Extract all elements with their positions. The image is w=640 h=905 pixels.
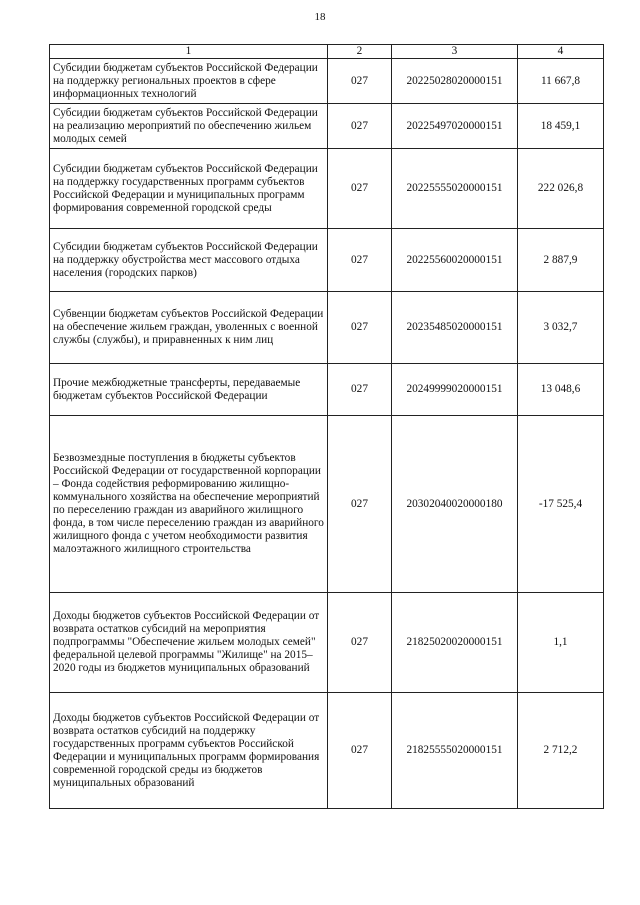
table-row	[50, 292, 604, 364]
column-header-1: 1	[50, 45, 328, 59]
row-description: Субвенции бюджетам субъектов Российской Федерации на обеспечение жильем граждан, уволенных с военной службы (службы), и приравненных к ним лиц	[50, 292, 328, 364]
row-budget-code: 20249999020000151	[392, 364, 518, 416]
row-admin-code: 027	[328, 693, 392, 809]
revenue-table	[49, 44, 604, 809]
table-row	[50, 693, 604, 809]
row-amount: 13 048,6	[518, 364, 604, 416]
row-description: Субсидии бюджетам субъектов Российской Федерации на поддержку региональных проектов в сфере информационных технологий	[50, 59, 328, 104]
row-amount: 1,1	[518, 593, 604, 693]
row-description: Субсидии бюджетам субъектов Российской Федерации на поддержку обустройства мест массового отдыха населения (городских парков)	[50, 229, 328, 292]
table-row	[50, 149, 604, 229]
row-amount: 11 667,8	[518, 59, 604, 104]
table-row	[50, 416, 604, 593]
table-row	[50, 59, 604, 104]
row-description: Субсидии бюджетам субъектов Российской Федерации на реализацию мероприятий по обеспечению жильем молодых семей	[50, 104, 328, 149]
row-budget-code: 21825555020000151	[392, 693, 518, 809]
row-amount: 2 887,9	[518, 229, 604, 292]
column-header-3: 3	[392, 45, 518, 59]
row-budget-code: 20225555020000151	[392, 149, 518, 229]
row-description: Безвозмездные поступления в бюджеты субъектов Российской Федерации от государственной корпорации – Фонда содействия реформированию жилищно-коммунального хозяйства на обеспечение мероприятий по переселению граждан из аварийного жилищного фонда, в том числе переселению граждан из аварийного жилищного фонда с учетом необходимости развития малоэтажного жилищного строительства	[50, 416, 328, 593]
row-amount: -17 525,4	[518, 416, 604, 593]
row-budget-code: 21825020020000151	[392, 593, 518, 693]
row-admin-code: 027	[328, 104, 392, 149]
table-header-row	[50, 45, 604, 59]
row-admin-code: 027	[328, 229, 392, 292]
row-budget-code: 20225497020000151	[392, 104, 518, 149]
row-description: Доходы бюджетов субъектов Российской Федерации от возврата остатков субсидий на поддержку государственных программ субъектов Российской Федерации и муниципальных программ формирования современной городской среды из бюджетов муниципальных образований	[50, 693, 328, 809]
row-amount: 3 032,7	[518, 292, 604, 364]
row-amount: 2 712,2	[518, 693, 604, 809]
row-admin-code: 027	[328, 364, 392, 416]
table-row	[50, 229, 604, 292]
row-description: Субсидии бюджетам субъектов Российской Федерации на поддержку государственных программ субъектов Российской Федерации и муниципальных программ формирования современной городской среды	[50, 149, 328, 229]
row-description: Прочие межбюджетные трансферты, передаваемые бюджетам субъектов Российской Федерации	[50, 364, 328, 416]
column-header-4: 4	[518, 45, 604, 59]
row-amount: 18 459,1	[518, 104, 604, 149]
row-description: Доходы бюджетов субъектов Российской Федерации от возврата остатков субсидий на мероприятия подпрограммы "Обеспечение жильем молодых семей" федеральной целевой программы "Жилище" на 2015–2020 годы из бюджетов муниципальных образований	[50, 593, 328, 693]
column-header-2: 2	[328, 45, 392, 59]
row-budget-code: 20225028020000151	[392, 59, 518, 104]
table-row	[50, 593, 604, 693]
row-budget-code: 20302040020000180	[392, 416, 518, 593]
row-admin-code: 027	[328, 59, 392, 104]
row-admin-code: 027	[328, 292, 392, 364]
row-admin-code: 027	[328, 149, 392, 229]
row-admin-code: 027	[328, 593, 392, 693]
row-budget-code: 20235485020000151	[392, 292, 518, 364]
table-row	[50, 104, 604, 149]
row-admin-code: 027	[328, 416, 392, 593]
row-amount: 222 026,8	[518, 149, 604, 229]
row-budget-code: 20225560020000151	[392, 229, 518, 292]
page-number: 18	[314, 11, 326, 23]
table-row	[50, 364, 604, 416]
